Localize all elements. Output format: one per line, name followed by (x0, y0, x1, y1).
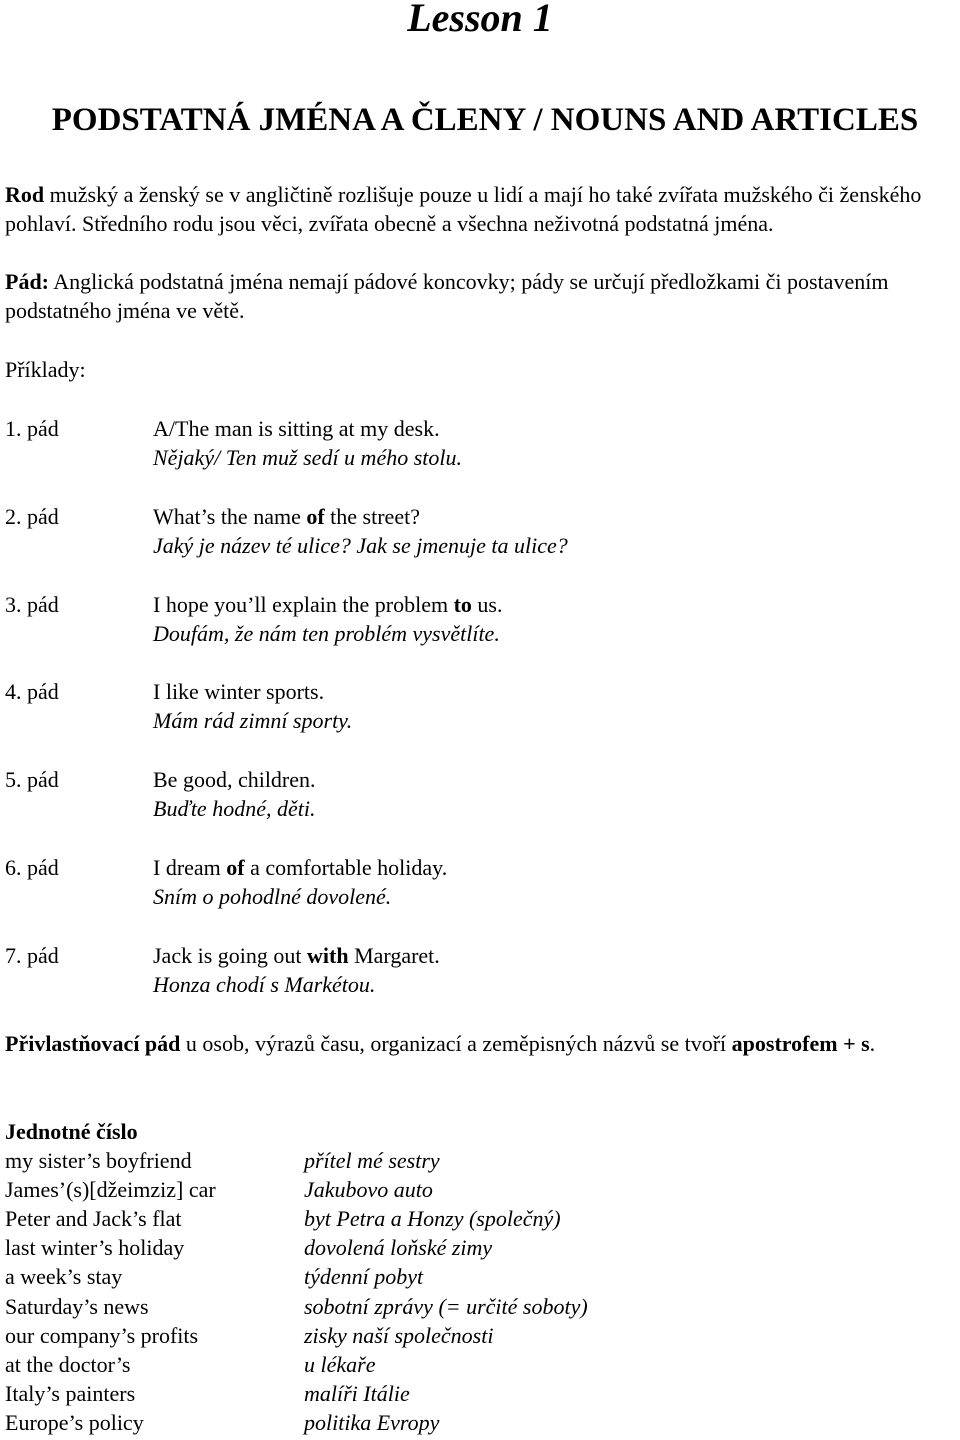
english-phrase: Saturday’s news (5, 1294, 149, 1319)
example-english (153, 590, 502, 619)
czech-phrase: byt Petra a Honzy (společný) (304, 1206, 561, 1231)
english-phrase: at the doctor’s (5, 1352, 131, 1377)
table-row (5, 1204, 955, 1233)
czech-phrase: týdenní pobyt (304, 1264, 424, 1289)
possessive-term-2: apostrofem + s (731, 1031, 870, 1056)
table-row (5, 1292, 955, 1321)
example-case: 1. pád (5, 416, 59, 441)
example-czech: Sním o pohodlné dovolené. (153, 884, 392, 909)
example-english (153, 414, 440, 443)
section-title: PODSTATNÁ JMÉNA A ČLENY / NOUNS AND ARTICLES (51, 102, 919, 138)
table-row (5, 1262, 955, 1291)
english-bold: of (306, 504, 325, 529)
table-row (5, 1146, 955, 1175)
example-case: 7. pád (5, 943, 59, 968)
english-text-end: the street? (324, 504, 420, 529)
example-czech: Jaký je název té ulice? Jak se jmenuje ta ulice? (153, 533, 568, 558)
english-phrase: last winter’s holiday (5, 1235, 185, 1260)
pad-paragraph (5, 267, 955, 325)
table-row (5, 1321, 955, 1350)
english-text: Be good, children. (153, 767, 316, 792)
table-row (5, 1408, 955, 1437)
english-phrase: Italy’s painters (5, 1381, 136, 1406)
example-czech: Nějaký/ Ten muž sedí u mého stolu. (153, 445, 462, 470)
czech-phrase: u lékaře (304, 1352, 376, 1377)
english-phrase: Europe’s policy (5, 1410, 144, 1435)
table-row (5, 1350, 955, 1379)
possessive-end: . (869, 1031, 876, 1056)
example-case: 6. pád (5, 855, 59, 880)
example-case: 4. pád (5, 679, 59, 704)
english-bold: of (226, 855, 245, 880)
czech-phrase: Jakubovo auto (304, 1177, 433, 1202)
english-bold: to (453, 592, 472, 617)
english-text: I like winter sports. (153, 679, 325, 704)
example-czech: Doufám, že nám ten problém vysvětlíte. (153, 621, 500, 646)
example-english (153, 941, 440, 970)
rod-term: Rod (5, 182, 45, 207)
czech-phrase: malíři Itálie (304, 1381, 410, 1406)
examples-label: Příklady: (5, 357, 86, 382)
english-text: I hope you’ll explain the problem (153, 592, 454, 617)
english-phrase: our company’s profits (5, 1323, 199, 1348)
rod-text: mužský a ženský se v angličtině rozlišuje pouze u lidí a mají ho také zvířata mužského či ženského pohlaví. Středního rodu jsou věci, zvířata obecně a všechna neživotná podstatná jména. (5, 182, 922, 236)
example-english (153, 502, 420, 531)
english-phrase: Peter and Jack’s flat (5, 1206, 182, 1231)
example-czech: Mám rád zimní sporty. (153, 708, 353, 733)
english-phrase: a week’s stay (5, 1264, 123, 1289)
table-row (5, 1233, 955, 1262)
pad-text: Anglická podstatná jména nemají pádové koncovky; pády se určují předložkami či postavením podstatného jména ve větě. (5, 269, 889, 323)
example-english (153, 765, 316, 794)
czech-phrase: zisky naší společnosti (304, 1323, 494, 1348)
czech-phrase: politika Evropy (304, 1410, 440, 1435)
rod-paragraph (5, 180, 955, 238)
example-case: 2. pád (5, 504, 59, 529)
example-case: 5. pád (5, 767, 59, 792)
example-case: 3. pád (5, 592, 59, 617)
czech-phrase: sobotní zprávy (= určité soboty) (304, 1294, 588, 1319)
english-text: A/The man is sitting at my desk. (153, 416, 440, 441)
english-text: Jack is going out (153, 943, 307, 968)
example-english (153, 853, 447, 882)
english-text: I dream (153, 855, 227, 880)
example-czech: Honza chodí s Markétou. (153, 972, 376, 997)
english-phrase: James’(s)[džeimziz] car (5, 1177, 216, 1202)
example-czech: Buďte hodné, děti. (153, 796, 316, 821)
possessive-text: u osob, výrazů času, organizací a zeměpisných názvů se tvoří (180, 1031, 732, 1056)
czech-phrase: přítel mé sestry (304, 1148, 440, 1173)
czech-phrase: dovolená loňské zimy (304, 1235, 493, 1260)
table-row (5, 1379, 955, 1408)
possessive-paragraph (5, 1029, 955, 1058)
example-english (153, 677, 324, 706)
pad-term: Pád: (5, 269, 49, 294)
singular-heading: Jednotné číslo (5, 1119, 138, 1144)
english-bold: with (307, 943, 349, 968)
english-text-end: a comfortable holiday. (244, 855, 448, 880)
english-phrase: my sister’s boyfriend (5, 1148, 192, 1173)
table-row (5, 1175, 955, 1204)
possessive-term: Přivlastňovací pád (5, 1031, 181, 1056)
lesson-title: Lesson 1 (407, 0, 553, 40)
english-text: What’s the name (153, 504, 307, 529)
english-text-end: Margaret. (348, 943, 440, 968)
english-text-end: us. (471, 592, 503, 617)
